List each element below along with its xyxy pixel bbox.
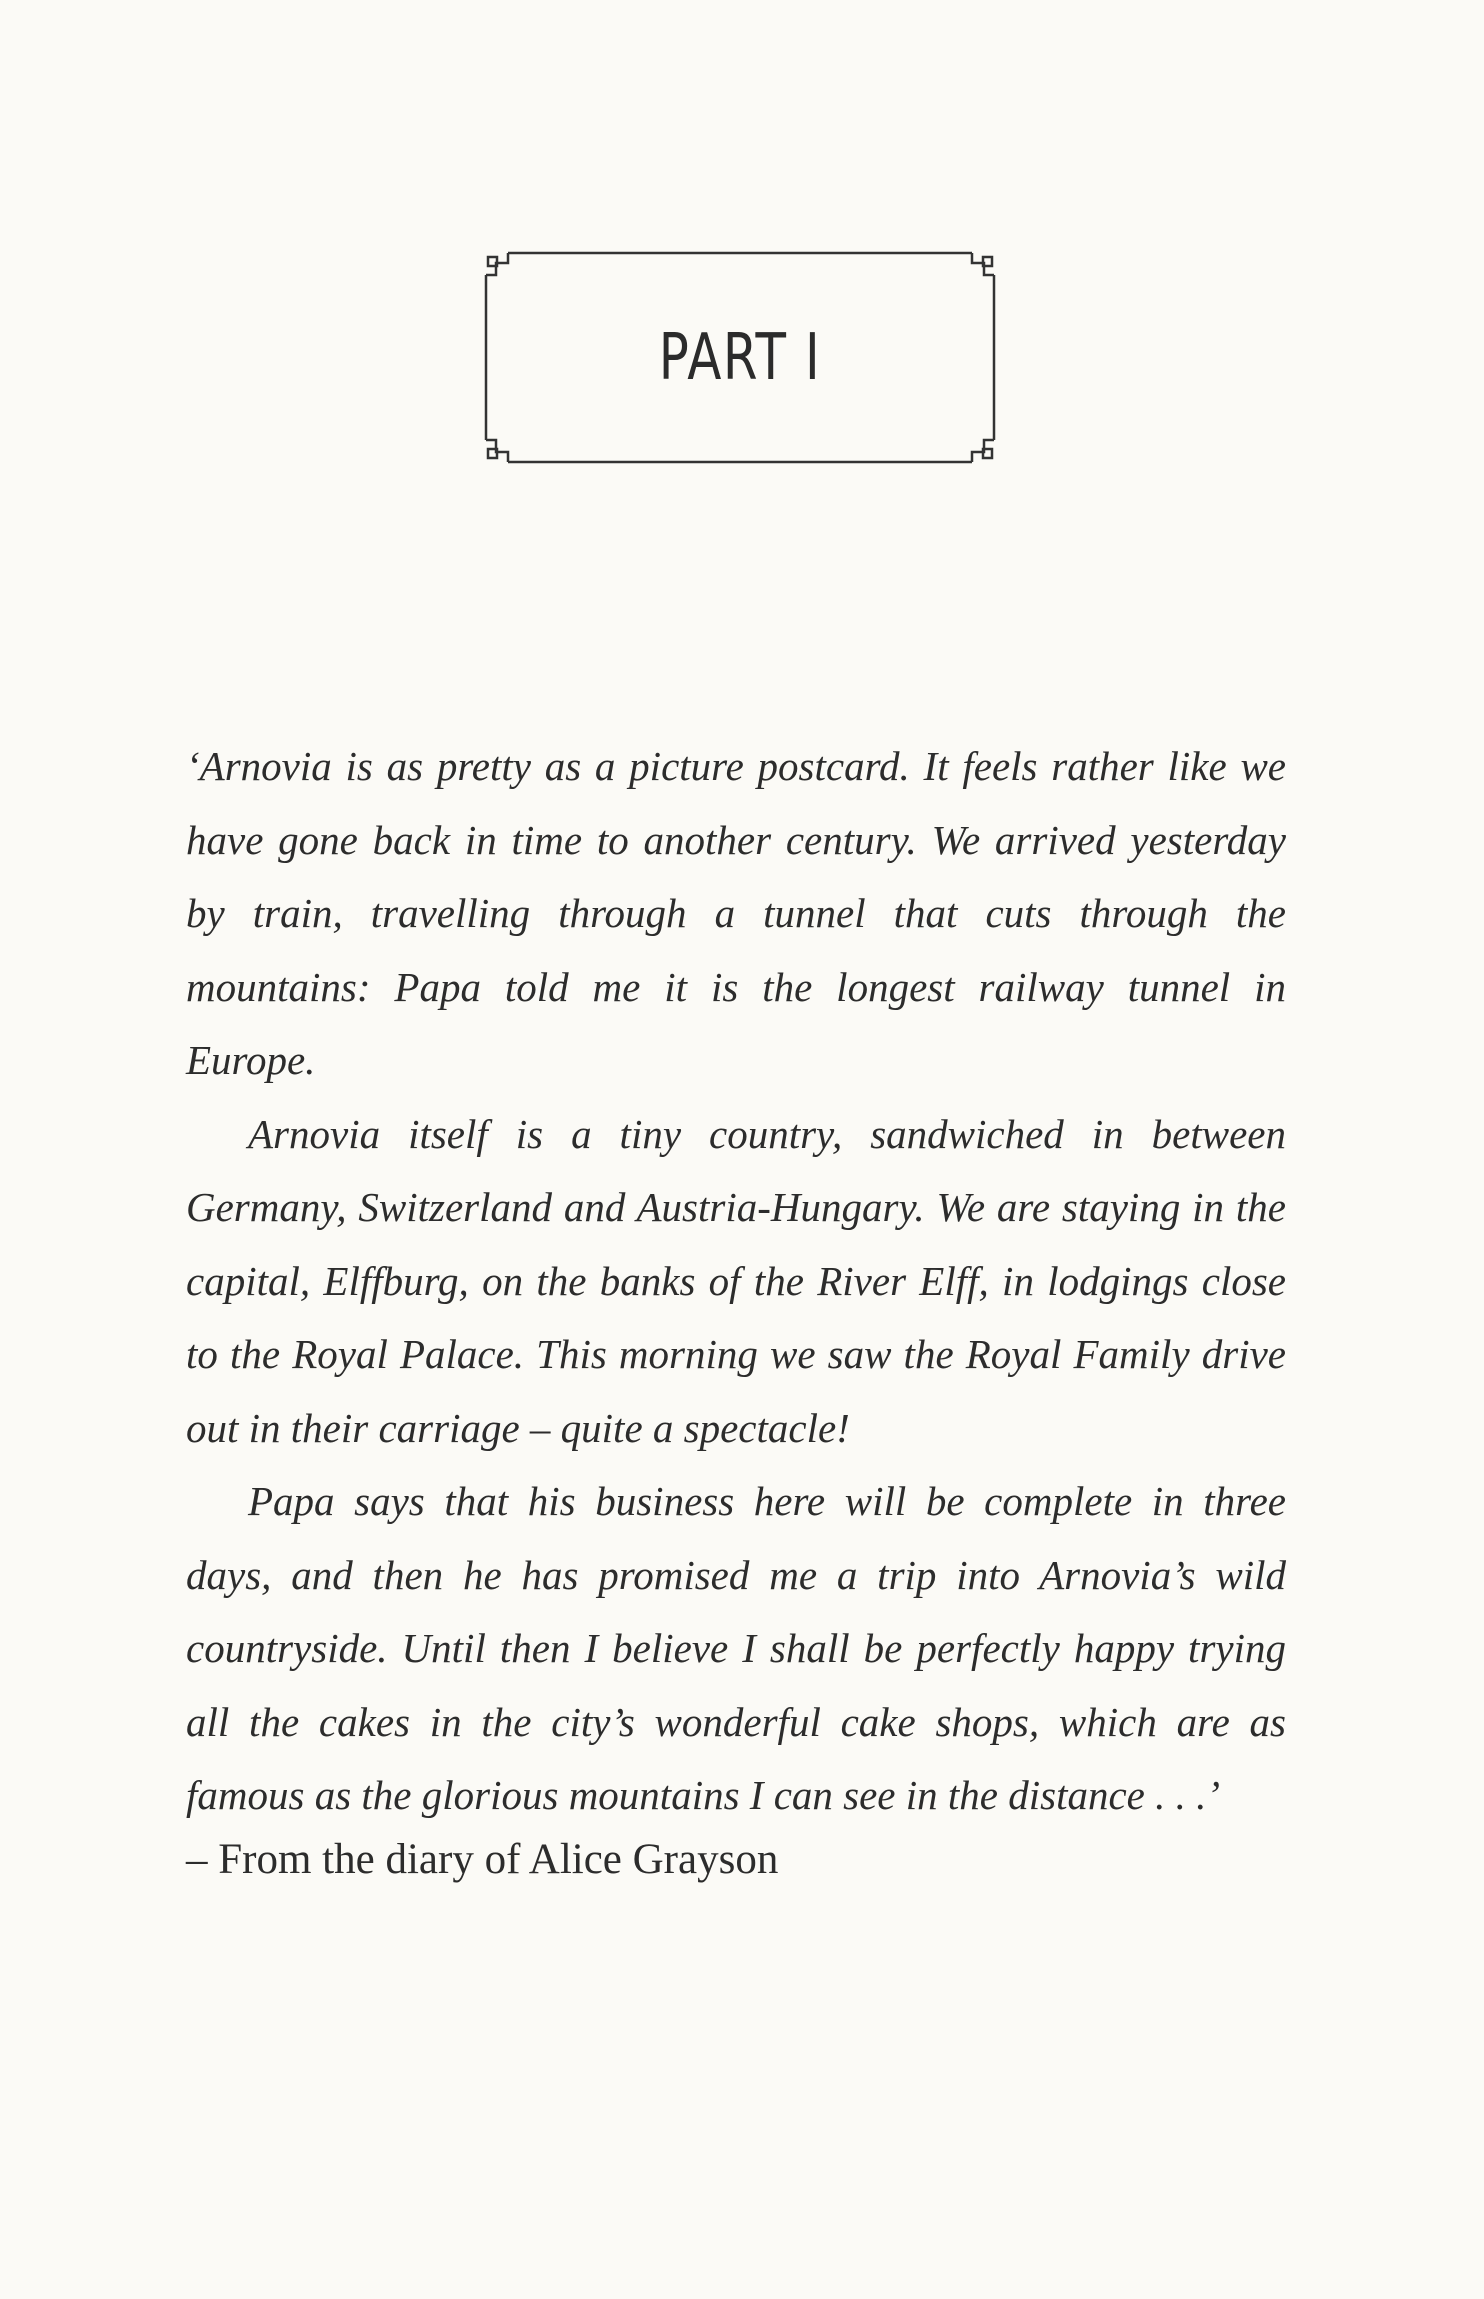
paragraph-3: Papa says that his business here will be complete in three days, and then he has promised me a trip into Arnovia’s wild countryside. Until then I believe I shall be perfectly happy trying all the cakes in the city’s wonderful cake shops, which are as famous as the glorious mountains I can see in the distance . . .’ (186, 1478, 1286, 1818)
part-title: PART I (658, 320, 822, 395)
part-heading-frame (478, 245, 1002, 470)
paragraph-2: Arnovia itself is a tiny country, sandwiched in between Germany, Switzerland and Austria-Hungary. We are staying in the capital, Elffburg, on the banks of the River Elff, in lodgings close to the Royal Palace. This morning we saw the Royal Family drive out in their carriage – quite a spectacle! (186, 1110, 1286, 1451)
diary-excerpt (186, 730, 1286, 1833)
attribution: – From the diary of Alice Grayson (186, 1836, 779, 1883)
paragraph-1: ‘Arnovia is as pretty as a picture postcard. It feels rather like we have gone back in time to another century. We arrived yesterday by train, travelling through a tunnel that cuts through the mountains: Papa told me it is the longest railway tunnel in Europe. (186, 743, 1286, 1083)
